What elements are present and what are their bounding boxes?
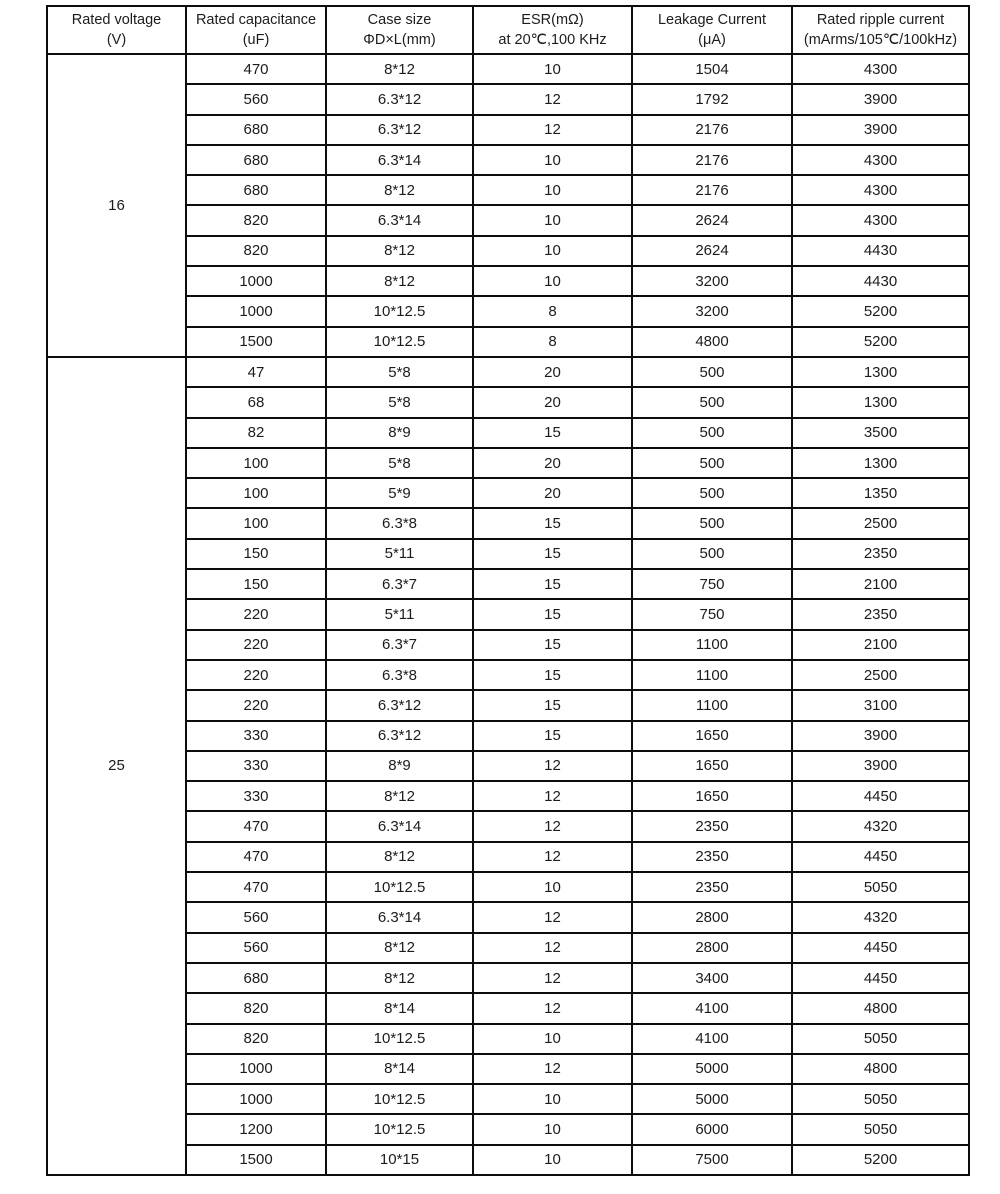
capacitance-cell: 100 <box>186 448 326 478</box>
case-size-cell: 8*12 <box>326 175 473 205</box>
ripple-current-cell: 4800 <box>792 993 969 1023</box>
datasheet-page <box>0 5 1000 1194</box>
leakage-current-cell: 1792 <box>632 84 792 114</box>
ripple-current-cell: 4450 <box>792 933 969 963</box>
table-row <box>47 205 969 235</box>
leakage-current-cell: 500 <box>632 448 792 478</box>
esr-cell: 10 <box>473 1024 632 1054</box>
ripple-current-cell: 2100 <box>792 569 969 599</box>
capacitance-cell: 330 <box>186 751 326 781</box>
capacitance-cell: 680 <box>186 145 326 175</box>
ripple-current-cell: 4320 <box>792 811 969 841</box>
ripple-current-cell: 3500 <box>792 418 969 448</box>
header-line2: (mArms/105℃/100kHz) <box>803 32 958 48</box>
ripple-current-cell: 2350 <box>792 539 969 569</box>
table-row <box>47 781 969 811</box>
esr-cell: 15 <box>473 599 632 629</box>
ripple-current-cell: 5050 <box>792 872 969 902</box>
col-header-leakage-current <box>632 6 792 54</box>
leakage-current-cell: 500 <box>632 478 792 508</box>
ripple-current-cell: 4800 <box>792 1054 969 1084</box>
leakage-current-cell: 2624 <box>632 205 792 235</box>
table-row <box>47 902 969 932</box>
capacitance-cell: 1000 <box>186 296 326 326</box>
leakage-current-cell: 500 <box>632 508 792 538</box>
ripple-current-cell: 1350 <box>792 478 969 508</box>
capacitance-cell: 470 <box>186 54 326 84</box>
esr-cell: 8 <box>473 296 632 326</box>
table-row <box>47 145 969 175</box>
leakage-current-cell: 6000 <box>632 1114 792 1144</box>
header-line1: ESR(mΩ) <box>521 11 584 28</box>
case-size-cell: 8*12 <box>326 236 473 266</box>
table-row <box>47 1084 969 1114</box>
case-size-cell: 10*15 <box>326 1145 473 1175</box>
esr-cell: 10 <box>473 205 632 235</box>
col-header-esr <box>473 6 632 54</box>
esr-cell: 10 <box>473 175 632 205</box>
voltage-group-cell: 16 <box>47 54 186 357</box>
capacitance-cell: 470 <box>186 811 326 841</box>
capacitance-cell: 820 <box>186 205 326 235</box>
esr-cell: 10 <box>473 54 632 84</box>
table-row <box>47 54 969 84</box>
capacitor-spec-table <box>46 5 970 1176</box>
capacitance-cell: 470 <box>186 872 326 902</box>
header-line2: (μA) <box>698 32 726 48</box>
table-row <box>47 478 969 508</box>
ripple-current-cell: 4300 <box>792 54 969 84</box>
case-size-cell: 10*12.5 <box>326 296 473 326</box>
leakage-current-cell: 500 <box>632 357 792 387</box>
col-header-rated-voltage <box>47 6 186 54</box>
esr-cell: 10 <box>473 145 632 175</box>
ripple-current-cell: 3900 <box>792 115 969 145</box>
leakage-current-cell: 500 <box>632 539 792 569</box>
table-row <box>47 1145 969 1175</box>
header-line2: ΦD×L(mm) <box>363 32 436 48</box>
capacitance-cell: 100 <box>186 508 326 538</box>
ripple-current-cell: 3900 <box>792 84 969 114</box>
leakage-current-cell: 4100 <box>632 1024 792 1054</box>
case-size-cell: 5*9 <box>326 478 473 508</box>
case-size-cell: 8*12 <box>326 54 473 84</box>
case-size-cell: 10*12.5 <box>326 327 473 357</box>
ripple-current-cell: 4430 <box>792 266 969 296</box>
ripple-current-cell: 4450 <box>792 963 969 993</box>
header-line2: (uF) <box>242 32 270 48</box>
ripple-current-cell: 3900 <box>792 721 969 751</box>
leakage-current-cell: 1100 <box>632 630 792 660</box>
ripple-current-cell: 3900 <box>792 751 969 781</box>
esr-cell: 12 <box>473 902 632 932</box>
table-row <box>47 508 969 538</box>
ripple-current-cell: 2500 <box>792 508 969 538</box>
table-row <box>47 660 969 690</box>
esr-cell: 15 <box>473 508 632 538</box>
capacitance-cell: 100 <box>186 478 326 508</box>
capacitance-cell: 220 <box>186 630 326 660</box>
leakage-current-cell: 2176 <box>632 145 792 175</box>
capacitance-cell: 1000 <box>186 1054 326 1084</box>
case-size-cell: 10*12.5 <box>326 1084 473 1114</box>
esr-cell: 8 <box>473 327 632 357</box>
capacitance-cell: 220 <box>186 690 326 720</box>
esr-cell: 12 <box>473 781 632 811</box>
col-header-ripple-current <box>792 6 969 54</box>
leakage-current-cell: 3400 <box>632 963 792 993</box>
case-size-cell: 8*12 <box>326 781 473 811</box>
esr-cell: 12 <box>473 811 632 841</box>
capacitance-cell: 150 <box>186 539 326 569</box>
header-line1: Rated ripple current <box>816 11 945 28</box>
esr-cell: 20 <box>473 357 632 387</box>
capacitance-cell: 82 <box>186 418 326 448</box>
ripple-current-cell: 1300 <box>792 448 969 478</box>
table-row <box>47 569 969 599</box>
table-row <box>47 599 969 629</box>
ripple-current-cell: 5200 <box>792 1145 969 1175</box>
table-row <box>47 296 969 326</box>
header-line1: Rated voltage <box>71 11 162 28</box>
capacitance-cell: 1500 <box>186 1145 326 1175</box>
case-size-cell: 8*14 <box>326 1054 473 1084</box>
leakage-current-cell: 2176 <box>632 175 792 205</box>
leakage-current-cell: 500 <box>632 418 792 448</box>
case-size-cell: 6.3*12 <box>326 84 473 114</box>
esr-cell: 12 <box>473 115 632 145</box>
esr-cell: 10 <box>473 266 632 296</box>
leakage-current-cell: 500 <box>632 387 792 417</box>
table-header <box>47 6 969 54</box>
capacitance-cell: 820 <box>186 236 326 266</box>
leakage-current-cell: 750 <box>632 599 792 629</box>
esr-cell: 10 <box>473 236 632 266</box>
esr-cell: 15 <box>473 660 632 690</box>
ripple-current-cell: 4300 <box>792 175 969 205</box>
capacitance-cell: 560 <box>186 933 326 963</box>
capacitance-cell: 680 <box>186 175 326 205</box>
leakage-current-cell: 1100 <box>632 660 792 690</box>
leakage-current-cell: 3200 <box>632 296 792 326</box>
table-row <box>47 266 969 296</box>
leakage-current-cell: 4800 <box>632 327 792 357</box>
capacitance-cell: 680 <box>186 115 326 145</box>
header-line1: Leakage Current <box>657 11 766 28</box>
esr-cell: 12 <box>473 84 632 114</box>
capacitance-cell: 330 <box>186 781 326 811</box>
table-row <box>47 811 969 841</box>
esr-cell: 15 <box>473 690 632 720</box>
esr-cell: 10 <box>473 1084 632 1114</box>
case-size-cell: 8*9 <box>326 418 473 448</box>
capacitance-cell: 330 <box>186 721 326 751</box>
case-size-cell: 5*11 <box>326 539 473 569</box>
case-size-cell: 5*8 <box>326 448 473 478</box>
table-row <box>47 630 969 660</box>
leakage-current-cell: 2800 <box>632 902 792 932</box>
case-size-cell: 6.3*14 <box>326 902 473 932</box>
esr-cell: 10 <box>473 872 632 902</box>
case-size-cell: 5*8 <box>326 357 473 387</box>
leakage-current-cell: 1504 <box>632 54 792 84</box>
voltage-group-cell: 25 <box>47 357 186 1175</box>
capacitance-cell: 47 <box>186 357 326 387</box>
esr-cell: 15 <box>473 539 632 569</box>
case-size-cell: 8*12 <box>326 266 473 296</box>
capacitance-cell: 1500 <box>186 327 326 357</box>
leakage-current-cell: 4100 <box>632 993 792 1023</box>
ripple-current-cell: 1300 <box>792 357 969 387</box>
case-size-cell: 6.3*7 <box>326 630 473 660</box>
table-row <box>47 721 969 751</box>
esr-cell: 10 <box>473 1145 632 1175</box>
leakage-current-cell: 1100 <box>632 690 792 720</box>
leakage-current-cell: 2176 <box>632 115 792 145</box>
leakage-current-cell: 2350 <box>632 811 792 841</box>
esr-cell: 12 <box>473 993 632 1023</box>
case-size-cell: 10*12.5 <box>326 872 473 902</box>
case-size-cell: 8*12 <box>326 963 473 993</box>
capacitance-cell: 1000 <box>186 266 326 296</box>
esr-cell: 12 <box>473 1054 632 1084</box>
capacitance-cell: 560 <box>186 902 326 932</box>
case-size-cell: 8*9 <box>326 751 473 781</box>
ripple-current-cell: 4300 <box>792 205 969 235</box>
case-size-cell: 6.3*14 <box>326 811 473 841</box>
table-row <box>47 1054 969 1084</box>
table-row <box>47 963 969 993</box>
table-row <box>47 842 969 872</box>
leakage-current-cell: 2800 <box>632 933 792 963</box>
case-size-cell: 10*12.5 <box>326 1114 473 1144</box>
table-row <box>47 84 969 114</box>
header-row <box>47 6 969 54</box>
leakage-current-cell: 5000 <box>632 1054 792 1084</box>
case-size-cell: 6.3*12 <box>326 721 473 751</box>
table-row <box>47 448 969 478</box>
ripple-current-cell: 5200 <box>792 296 969 326</box>
table-row <box>47 175 969 205</box>
case-size-cell: 5*11 <box>326 599 473 629</box>
capacitance-cell: 560 <box>186 84 326 114</box>
esr-cell: 15 <box>473 630 632 660</box>
esr-cell: 12 <box>473 751 632 781</box>
case-size-cell: 6.3*12 <box>326 690 473 720</box>
capacitance-cell: 220 <box>186 599 326 629</box>
case-size-cell: 8*12 <box>326 842 473 872</box>
ripple-current-cell: 1300 <box>792 387 969 417</box>
col-header-case-size <box>326 6 473 54</box>
case-size-cell: 6.3*8 <box>326 508 473 538</box>
capacitance-cell: 220 <box>186 660 326 690</box>
esr-cell: 15 <box>473 418 632 448</box>
capacitance-cell: 1200 <box>186 1114 326 1144</box>
table-row <box>47 690 969 720</box>
table-row <box>47 751 969 781</box>
table-row <box>47 1024 969 1054</box>
ripple-current-cell: 2100 <box>792 630 969 660</box>
ripple-current-cell: 5050 <box>792 1114 969 1144</box>
leakage-current-cell: 2350 <box>632 842 792 872</box>
table-row <box>47 327 969 357</box>
header-line2: (V) <box>106 32 127 48</box>
leakage-current-cell: 1650 <box>632 721 792 751</box>
esr-cell: 20 <box>473 478 632 508</box>
leakage-current-cell: 750 <box>632 569 792 599</box>
esr-cell: 15 <box>473 721 632 751</box>
table-body <box>47 54 969 1175</box>
ripple-current-cell: 3100 <box>792 690 969 720</box>
case-size-cell: 6.3*14 <box>326 205 473 235</box>
ripple-current-cell: 5050 <box>792 1024 969 1054</box>
esr-cell: 15 <box>473 569 632 599</box>
capacitance-cell: 470 <box>186 842 326 872</box>
ripple-current-cell: 2500 <box>792 660 969 690</box>
case-size-cell: 10*12.5 <box>326 1024 473 1054</box>
table-row <box>47 236 969 266</box>
table-row <box>47 872 969 902</box>
ripple-current-cell: 4300 <box>792 145 969 175</box>
ripple-current-cell: 2350 <box>792 599 969 629</box>
table-row <box>47 357 969 387</box>
capacitance-cell: 820 <box>186 993 326 1023</box>
case-size-cell: 6.3*14 <box>326 145 473 175</box>
capacitance-cell: 1000 <box>186 1084 326 1114</box>
esr-cell: 10 <box>473 1114 632 1144</box>
table-row <box>47 993 969 1023</box>
table-row <box>47 1114 969 1144</box>
ripple-current-cell: 5050 <box>792 1084 969 1114</box>
col-header-rated-capacitance <box>186 6 326 54</box>
case-size-cell: 6.3*8 <box>326 660 473 690</box>
capacitance-cell: 68 <box>186 387 326 417</box>
ripple-current-cell: 5200 <box>792 327 969 357</box>
case-size-cell: 8*12 <box>326 933 473 963</box>
esr-cell: 12 <box>473 842 632 872</box>
table-row <box>47 539 969 569</box>
leakage-current-cell: 1650 <box>632 751 792 781</box>
leakage-current-cell: 5000 <box>632 1084 792 1114</box>
ripple-current-cell: 4450 <box>792 781 969 811</box>
case-size-cell: 6.3*7 <box>326 569 473 599</box>
esr-cell: 20 <box>473 448 632 478</box>
leakage-current-cell: 2350 <box>632 872 792 902</box>
esr-cell: 12 <box>473 933 632 963</box>
ripple-current-cell: 4430 <box>792 236 969 266</box>
esr-cell: 20 <box>473 387 632 417</box>
leakage-current-cell: 2624 <box>632 236 792 266</box>
ripple-current-cell: 4320 <box>792 902 969 932</box>
case-size-cell: 5*8 <box>326 387 473 417</box>
leakage-current-cell: 7500 <box>632 1145 792 1175</box>
table-row <box>47 115 969 145</box>
header-line1: Case size <box>367 11 432 28</box>
leakage-current-cell: 1650 <box>632 781 792 811</box>
capacitance-cell: 820 <box>186 1024 326 1054</box>
header-line1: Rated capacitance <box>195 11 317 28</box>
table-row <box>47 933 969 963</box>
capacitance-cell: 680 <box>186 963 326 993</box>
esr-cell: 12 <box>473 963 632 993</box>
table-row <box>47 418 969 448</box>
case-size-cell: 8*14 <box>326 993 473 1023</box>
ripple-current-cell: 4450 <box>792 842 969 872</box>
case-size-cell: 6.3*12 <box>326 115 473 145</box>
capacitance-cell: 150 <box>186 569 326 599</box>
leakage-current-cell: 3200 <box>632 266 792 296</box>
header-line2: at 20℃,100 KHz <box>498 32 607 48</box>
table-row <box>47 387 969 417</box>
